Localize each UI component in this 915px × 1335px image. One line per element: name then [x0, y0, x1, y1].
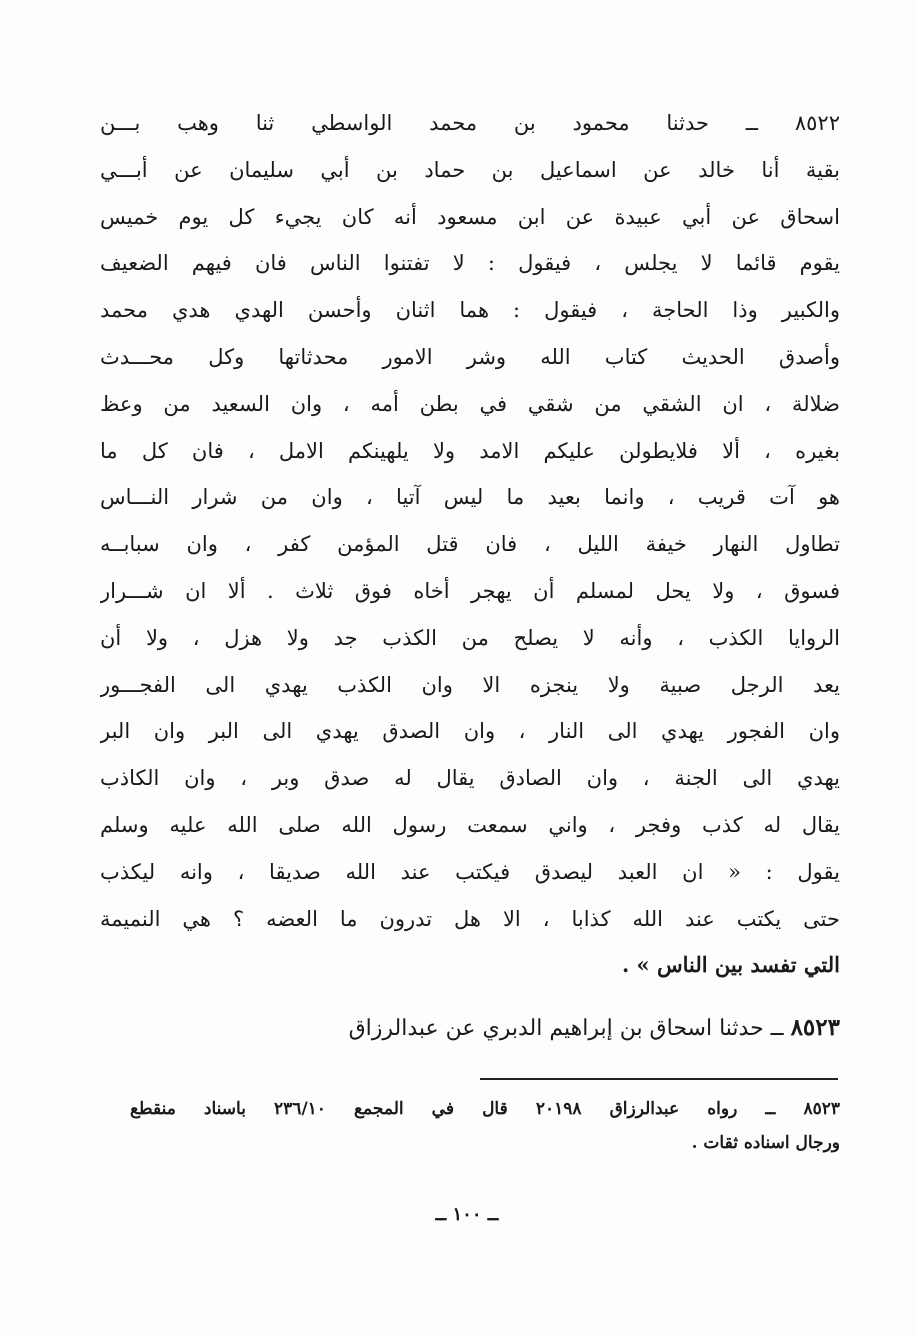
text-line: بغيره ، ألا فلايطولن عليكم الامد ولا يلهينكم الامل ، فان كل ما [100, 438, 840, 463]
footnote-line: ورجال اسناده ثقات . [691, 1133, 840, 1153]
text-line: حتى يكتب عند الله كذابا ، الا هل تدرون ما العضه ؟ هي النميمة [100, 906, 840, 931]
hadith-8523-line [100, 1003, 840, 1053]
paragraph-gap [100, 989, 840, 1003]
text-line: هو آت قريب ، وانما بعيد ما ليس آتيا ، وان من شرار النـــاس [100, 485, 840, 510]
text-line: يقال له كذب وفجر ، واني سمعت رسول الله صلى الله عليه وسلم [100, 812, 840, 837]
text-line: فسوق ، ولا يحل لمسلم أن يهجر أخاه فوق ثلاث . ألا ان شـــرار [100, 578, 840, 603]
text-line: وان الفجور يهدي الى النار ، وان الصدق يهدي الى البر وان البر [100, 719, 840, 744]
hadith-text: ــ حدثنا اسحاق بن إبراهيم الدبري عن عبدالرزاق [348, 1016, 784, 1042]
text-line: وأصدق الحديث كتاب الله وشر الامور محدثاتها وكل محـــدث [100, 344, 840, 369]
text-line: التي تفسد بين الناس » . [621, 952, 840, 978]
text-line: والكبير وذا الحاجة ، فيقول : هما اثنان وأحسن الهدي هدي محمد [100, 298, 840, 323]
footnote [130, 1092, 840, 1160]
text-line: يقول : « ان العبد ليصدق فيكتب عند الله صديقا ، وانه ليكذب [100, 859, 840, 884]
text-line: يهدي الى الجنة ، وان الصادق يقال له صدق وبر ، وان الكاذب [100, 766, 840, 791]
text-line: تطاول النهار خيفة الليل ، فان قتل المؤمن كفر ، وان سبابــه [100, 532, 840, 557]
hadith-number: ٨٥٢٣ [790, 1014, 840, 1042]
text-line: يقوم قائما لا يجلس ، فيقول : لا تفتنوا الناس فان فيهم الضعيف [100, 251, 840, 276]
text-line: ٨٥٢٢ ــ حدثنا محمود بن محمد الواسطي ثنا وهب بـــن [100, 111, 840, 135]
text-line: يعد الرجل صبية ولا ينجزه الا وان الكذب يهدي الى الفجـــور [100, 672, 840, 697]
text-line: ضلالة ، ان الشقي من شقي في بطن أمه ، وان السعيد من وعظ [100, 391, 840, 416]
footnote-line: ٨٥٢٣ ــ رواه عبدالرزاق ٢٠١٩٨ قال في المجمع ٢٣٦/١٠ باسناد منقطع [130, 1099, 840, 1119]
footnote-divider [480, 1078, 838, 1080]
text-line: الروايا الكذب ، وأنه لا يصلح من الكذب جد ولا هزل ، ولا أن [100, 625, 840, 650]
hadith-8522-text [100, 100, 840, 1053]
text-line: بقية أنا خالد عن اسماعيل بن حماد بن أبي سليمان عن أبـــي [100, 157, 840, 182]
text-line: اسحاق عن أبي عبيدة عن ابن مسعود أنه كان يجيء كل يوم خميس [100, 204, 840, 229]
page-number: ــ ١٠٠ ــ [435, 1204, 499, 1225]
